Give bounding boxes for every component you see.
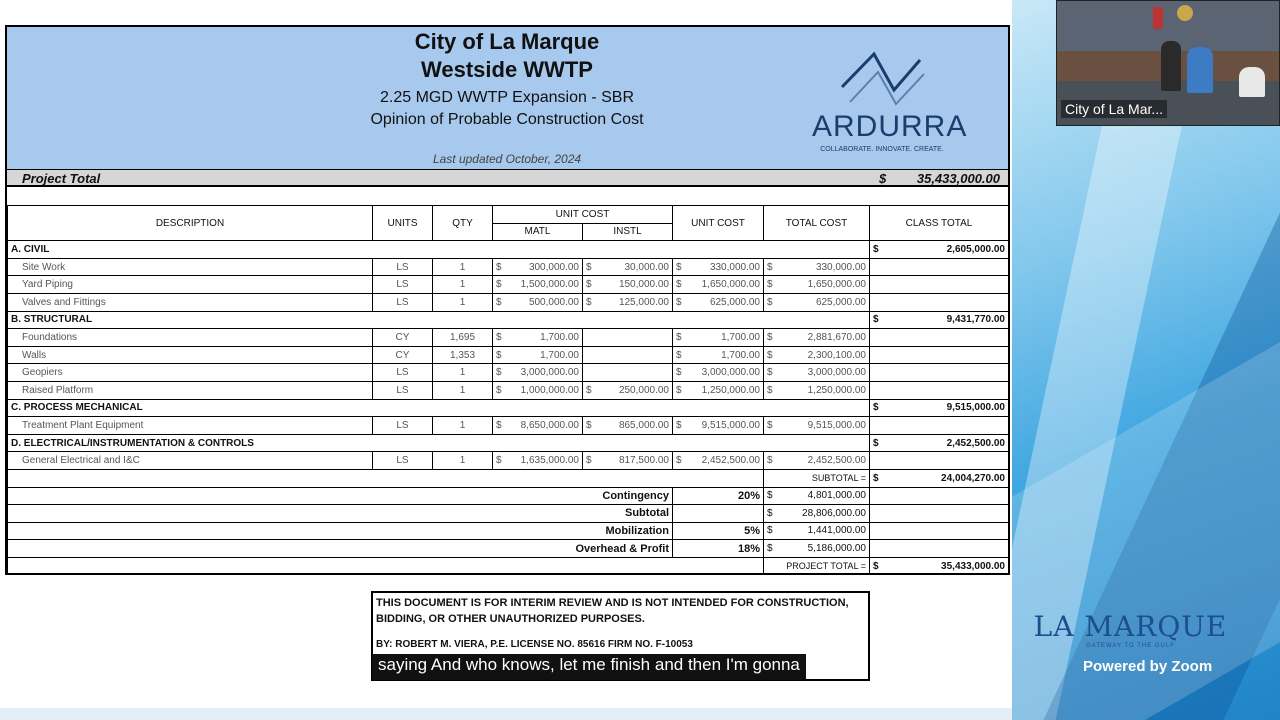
item-class-total	[870, 346, 1009, 364]
markup-percent	[673, 505, 764, 523]
table-row	[8, 293, 1009, 311]
project-total-final-value: $ 35,433,000.00	[870, 557, 1009, 575]
item-instl	[583, 329, 673, 347]
item-qty: 1	[433, 417, 493, 435]
section-row	[8, 311, 1009, 329]
item-class-total	[870, 293, 1009, 311]
disclaimer-signature: BY: ROBERT M. VIERA, P.E. LICENSE NO. 85616 FIRM NO. F-10053	[376, 639, 693, 650]
item-description: Treatment Plant Equipment	[8, 417, 373, 435]
item-total-cost: $ 2,881,670.00	[764, 329, 870, 347]
project-total-value: 35,433,000.00	[916, 171, 1000, 186]
ardurra-tagline: COLLABORATE. INNOVATE. CREATE.	[820, 146, 944, 153]
markup-row	[8, 540, 1009, 558]
live-caption: saying And who knows, let me finish and then I'm gonna	[372, 654, 806, 680]
item-unit-cost: $ 330,000.00	[673, 258, 764, 276]
markup-percent: 20%	[673, 487, 764, 505]
item-instl: $ 865,000.00	[583, 417, 673, 435]
item-description: Walls	[8, 346, 373, 364]
item-units: CY	[373, 329, 433, 347]
item-qty: 1	[433, 364, 493, 382]
item-class-total	[870, 329, 1009, 347]
item-class-total	[870, 276, 1009, 294]
project-total-currency: $	[879, 171, 887, 186]
project-total-label: Project Total	[22, 171, 101, 186]
la-marque-tagline: GATEWAY TO THE GULF	[1086, 643, 1175, 649]
item-description: Raised Platform	[8, 381, 373, 399]
section-row	[8, 434, 1009, 452]
project-total-final-label: PROJECT TOTAL =	[764, 557, 870, 575]
markup-label: Subtotal	[8, 505, 673, 523]
item-instl: $ 150,000.00	[583, 276, 673, 294]
item-total-cost: $ 3,000,000.00	[764, 364, 870, 382]
item-unit-cost: $ 3,000,000.00	[673, 364, 764, 382]
title-project: 2.25 MGD WWTP Expansion - SBR	[380, 89, 634, 106]
item-matl: $ 1,500,000.00	[493, 276, 583, 294]
item-total-cost: $ 1,650,000.00	[764, 276, 870, 294]
title-plant: Westside WWTP	[421, 57, 593, 82]
item-unit-cost: $ 9,515,000.00	[673, 417, 764, 435]
table-row	[8, 276, 1009, 294]
markup-value: $ 5,186,000.00	[764, 540, 870, 558]
section-name: B. STRUCTURAL	[8, 311, 870, 329]
section-row	[8, 241, 1009, 259]
markup-row	[8, 487, 1009, 505]
section-class-total: $ 2,452,500.00	[870, 434, 1009, 452]
item-unit-cost: $ 625,000.00	[673, 293, 764, 311]
section-name: C. PROCESS MECHANICAL	[8, 399, 870, 417]
item-qty: 1,353	[433, 346, 493, 364]
sheet-header	[7, 27, 1008, 169]
subtotal-value: $ 24,004,270.00	[870, 469, 1009, 487]
subtotal-spacer	[8, 469, 764, 487]
item-units: LS	[373, 293, 433, 311]
markup-row	[8, 522, 1009, 540]
item-total-cost: $ 1,250,000.00	[764, 381, 870, 399]
item-qty: 1,695	[433, 329, 493, 347]
col-description: DESCRIPTION	[8, 206, 373, 241]
item-description: Foundations	[8, 329, 373, 347]
section-name: A. CIVIL	[8, 241, 870, 259]
item-matl: $ 1,000,000.00	[493, 381, 583, 399]
table-row	[8, 329, 1009, 347]
item-units: LS	[373, 276, 433, 294]
item-unit-cost: $ 1,700.00	[673, 329, 764, 347]
col-instl: INSTL	[583, 223, 673, 241]
item-total-cost: $ 330,000.00	[764, 258, 870, 276]
item-units: LS	[373, 452, 433, 470]
table-row	[8, 346, 1009, 364]
markup-value: $ 28,806,000.00	[764, 505, 870, 523]
markup-label: Mobilization	[8, 522, 673, 540]
item-instl: $ 125,000.00	[583, 293, 673, 311]
markup-percent: 5%	[673, 522, 764, 540]
la-marque-wordmark: LA MARQUE	[1033, 610, 1228, 643]
item-unit-cost: $ 1,650,000.00	[673, 276, 764, 294]
markup-value: $ 4,801,000.00	[764, 487, 870, 505]
col-total-cost: TOTAL COST	[764, 206, 870, 241]
section-row	[8, 399, 1009, 417]
table-row	[8, 452, 1009, 470]
item-units: LS	[373, 417, 433, 435]
item-matl: $ 300,000.00	[493, 258, 583, 276]
la-marque-logo	[1028, 610, 1233, 649]
ardurra-wordmark: ARDURRA	[812, 110, 968, 143]
item-qty: 1	[433, 258, 493, 276]
title-city: City of La Marque	[414, 29, 600, 54]
item-instl	[583, 364, 673, 382]
project-total-final-row	[8, 557, 1009, 575]
item-instl: $ 250,000.00	[583, 381, 673, 399]
markup-class-total	[870, 505, 1009, 523]
markup-class-total	[870, 487, 1009, 505]
item-instl: $ 817,500.00	[583, 452, 673, 470]
participant-name: City of La Mar...	[1061, 100, 1167, 118]
item-unit-cost: $ 2,452,500.00	[673, 452, 764, 470]
markup-row	[8, 505, 1009, 523]
powered-by-zoom: Powered by Zoom	[1083, 658, 1213, 675]
title-document: Opinion of Probable Construction Cost	[370, 111, 644, 128]
item-matl: $ 3,000,000.00	[493, 364, 583, 382]
col-class-total: CLASS TOTAL	[870, 206, 1009, 241]
item-total-cost: $ 2,452,500.00	[764, 452, 870, 470]
item-class-total	[870, 258, 1009, 276]
item-instl	[583, 346, 673, 364]
markup-value: $ 1,441,000.00	[764, 522, 870, 540]
table-row	[8, 364, 1009, 382]
col-units: UNITS	[373, 206, 433, 241]
item-description: General Electrical and I&C	[8, 452, 373, 470]
col-qty: QTY	[433, 206, 493, 241]
item-qty: 1	[433, 381, 493, 399]
item-class-total	[870, 452, 1009, 470]
col-matl: MATL	[493, 223, 583, 241]
col-unit-cost: UNIT COST	[673, 206, 764, 241]
disclaimer-text: THIS DOCUMENT IS FOR INTERIM REVIEW AND IS NOT INTENDED FOR CONSTRUCTION, BIDDING, OR OTHER UNAUTHORIZED PURPOSES.	[376, 597, 849, 625]
item-class-total	[870, 381, 1009, 399]
item-matl: $ 1,700.00	[493, 346, 583, 364]
item-unit-cost: $ 1,250,000.00	[673, 381, 764, 399]
table-row	[8, 258, 1009, 276]
section-class-total: $ 2,605,000.00	[870, 241, 1009, 259]
last-updated: Last updated October, 2024	[432, 152, 582, 166]
ardurra-logo	[812, 42, 968, 162]
item-units: CY	[373, 346, 433, 364]
item-total-cost: $ 2,300,100.00	[764, 346, 870, 364]
item-description: Valves and Fittings	[8, 293, 373, 311]
item-description: Yard Piping	[8, 276, 373, 294]
item-units: LS	[373, 381, 433, 399]
cost-table	[7, 205, 1009, 575]
item-unit-cost: $ 1,700.00	[673, 346, 764, 364]
project-total-spacer	[8, 557, 764, 575]
table-row	[8, 417, 1009, 435]
section-class-total: $ 9,515,000.00	[870, 399, 1009, 417]
item-matl: $ 8,650,000.00	[493, 417, 583, 435]
markup-percent: 18%	[673, 540, 764, 558]
item-class-total	[870, 364, 1009, 382]
item-units: LS	[373, 258, 433, 276]
item-description: Geopiers	[8, 364, 373, 382]
item-qty: 1	[433, 293, 493, 311]
item-class-total	[870, 417, 1009, 435]
table-row	[8, 381, 1009, 399]
item-qty: 1	[433, 452, 493, 470]
col-unit-cost-group: UNIT COST	[493, 206, 673, 224]
item-qty: 1	[433, 276, 493, 294]
project-total-row	[7, 169, 1008, 187]
ardurra-wave-icon	[812, 42, 952, 112]
subtotal-label: SUBTOTAL =	[764, 469, 870, 487]
item-description: Site Work	[8, 258, 373, 276]
section-class-total: $ 9,431,770.00	[870, 311, 1009, 329]
item-matl: $ 1,700.00	[493, 329, 583, 347]
markup-class-total	[870, 540, 1009, 558]
markup-class-total	[870, 522, 1009, 540]
section-name: D. ELECTRICAL/INSTRUMENTATION & CONTROLS	[8, 434, 870, 452]
item-matl: $ 500,000.00	[493, 293, 583, 311]
markup-label: Overhead & Profit	[8, 540, 673, 558]
cost-estimate-sheet	[5, 25, 1010, 575]
markup-label: Contingency	[8, 487, 673, 505]
item-units: LS	[373, 364, 433, 382]
item-matl: $ 1,635,000.00	[493, 452, 583, 470]
subtotal-row	[8, 469, 1009, 487]
item-total-cost: $ 9,515,000.00	[764, 417, 870, 435]
item-total-cost: $ 625,000.00	[764, 293, 870, 311]
participant-video-tile[interactable]	[1056, 0, 1280, 126]
item-instl: $ 30,000.00	[583, 258, 673, 276]
